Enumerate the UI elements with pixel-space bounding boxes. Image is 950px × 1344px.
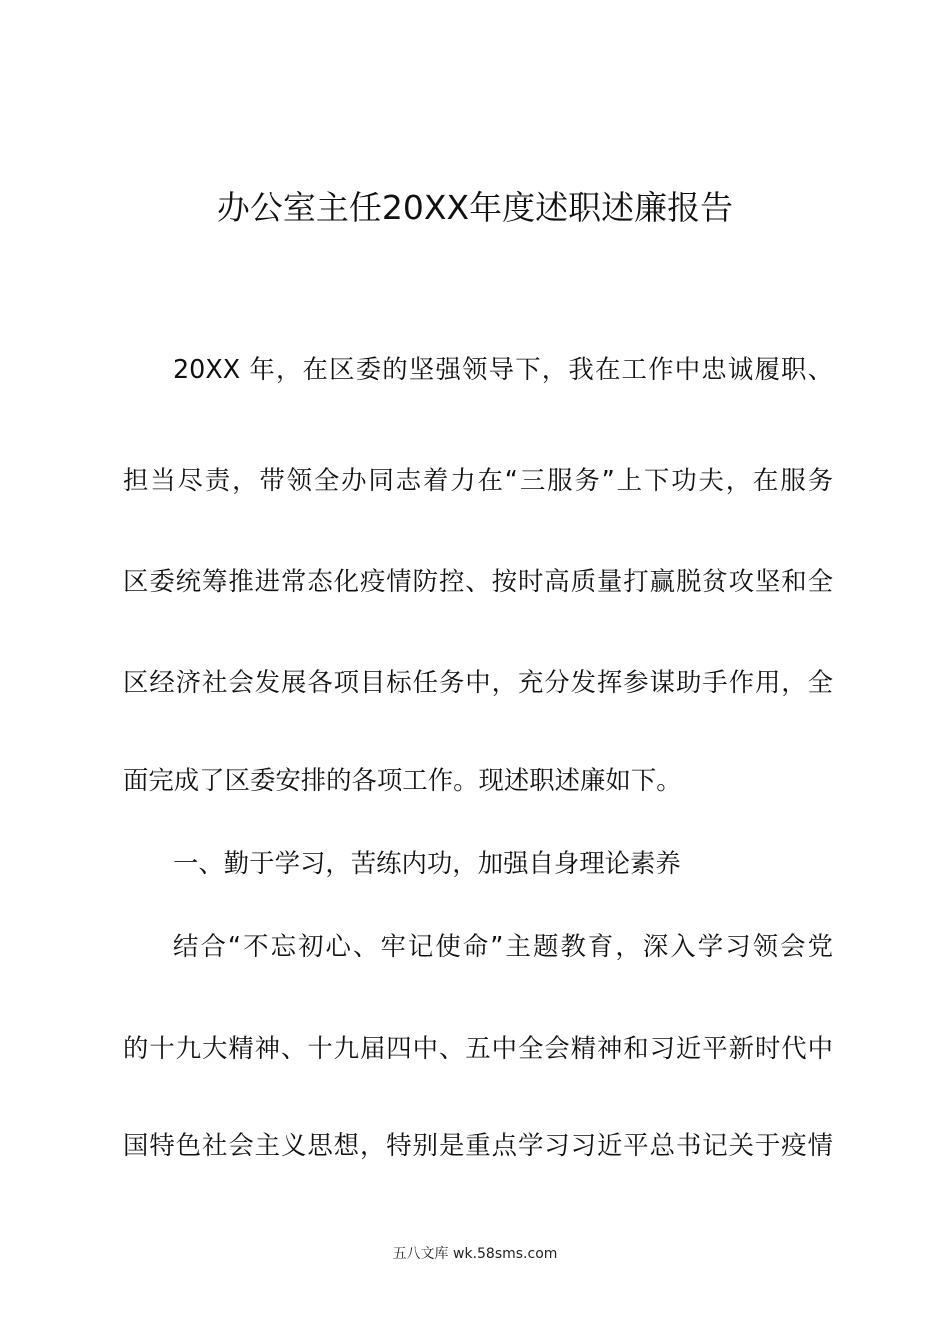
paragraph-line: 20XX 年，在区委的坚强领导下，我在工作中忠诚履职、 [173, 354, 833, 384]
paragraph-line: 结合“不忘初心、牢记使命”主题教育，深入学习领会党 [173, 931, 833, 961]
paragraph-line: 区委统筹推进常态化疫情防控、按时高质量打赢脱贫攻坚和全 [123, 566, 833, 596]
paragraph-line: 面完成了区委安排的各项工作。现述职述廉如下。 [123, 765, 682, 795]
paragraph-line: 区经济社会发展各项目标任务中，充分发挥参谋助手作用，全 [123, 667, 833, 697]
footer-watermark: 五八文库 wk.58sms.com [392, 1246, 558, 1262]
document-title: 办公室主任20XX年度述职述廉报告 [216, 188, 734, 227]
paragraph-line: 担当尽责，带领全办同志着力在“三服务”上下功夫，在服务 [123, 465, 833, 495]
section-heading: 一、勤于学习，苦练内功，加强自身理论素养 [173, 848, 681, 878]
paragraph-line: 国特色社会主义思想，特别是重点学习习近平总书记关于疫情 [123, 1130, 833, 1160]
paragraph-line: 的十九大精神、十九届四中、五中全会精神和习近平新时代中 [123, 1033, 833, 1063]
